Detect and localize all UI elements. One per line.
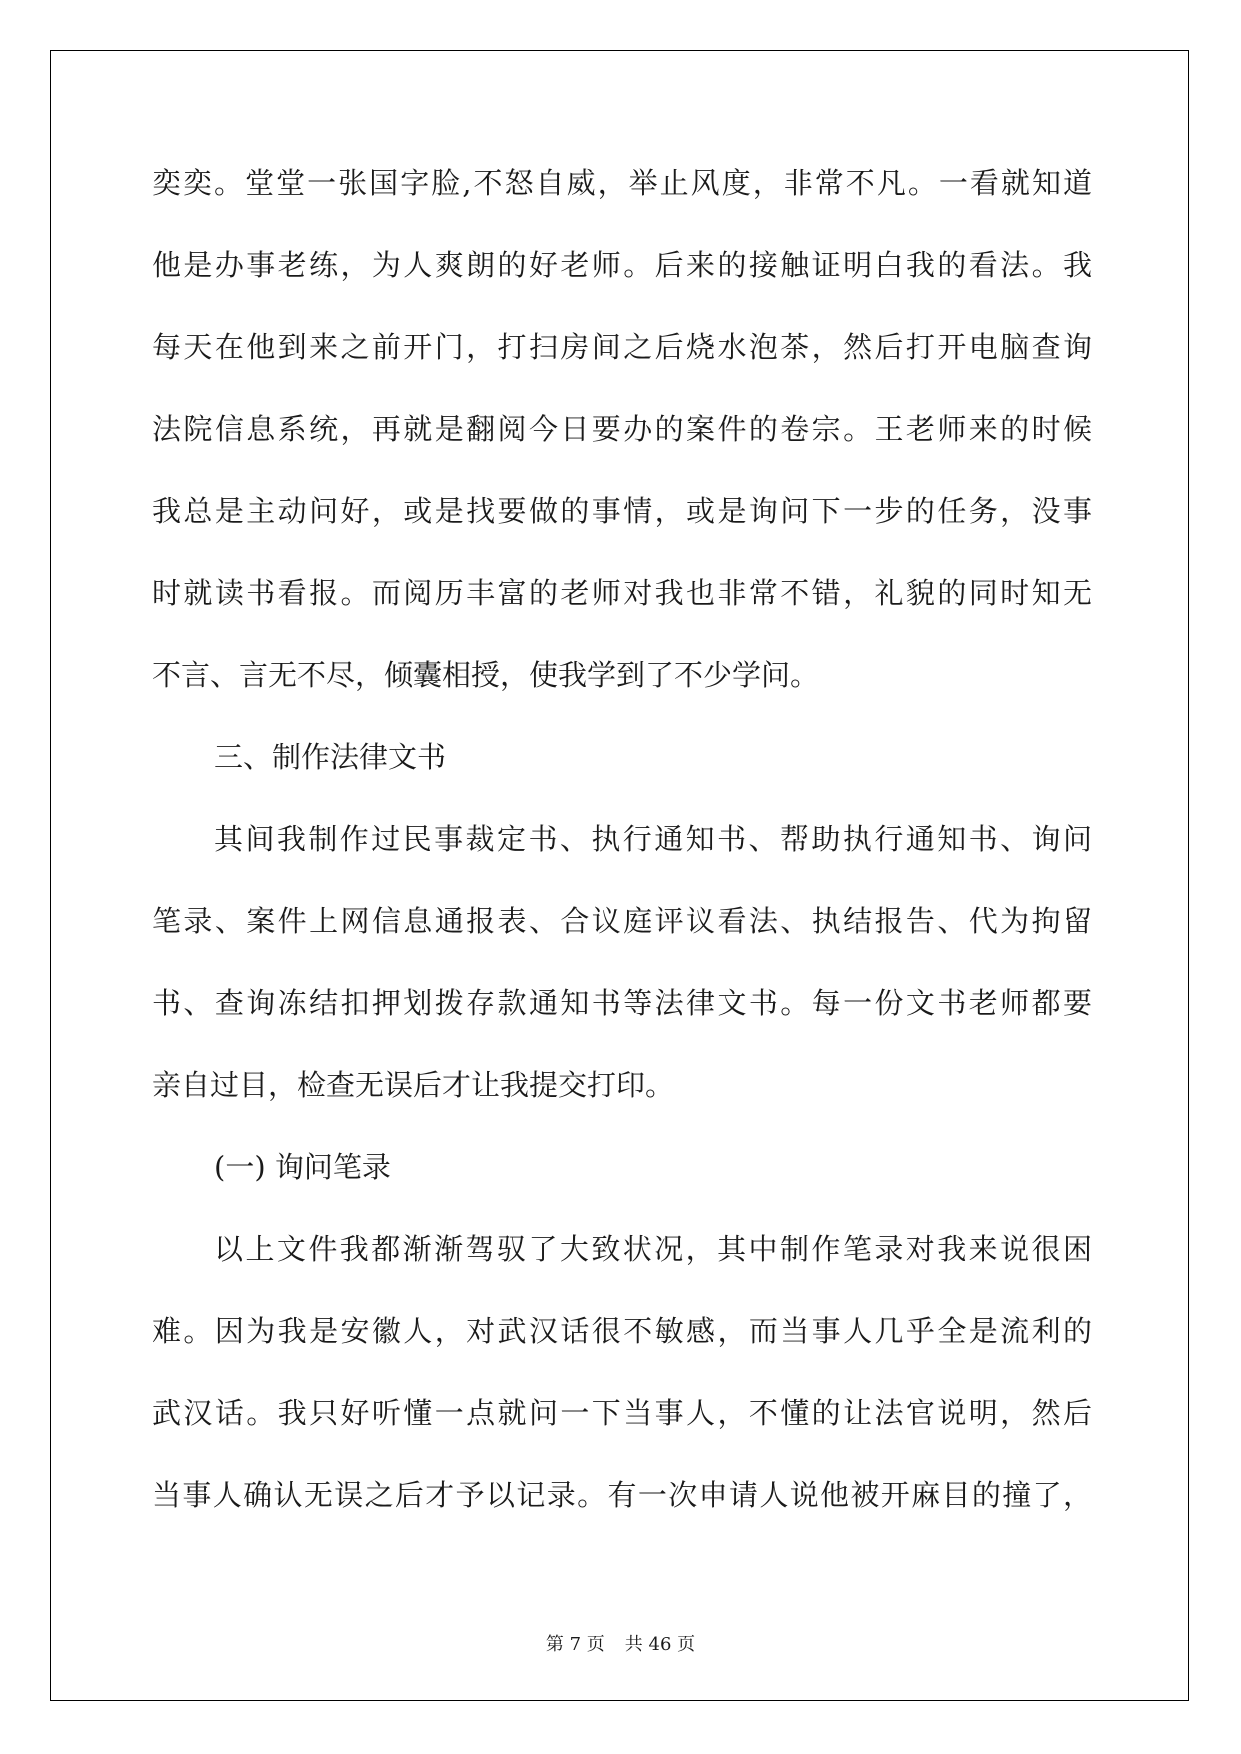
page-number: 第 7 页: [545, 1634, 605, 1655]
page-total: 共 46 页: [624, 1634, 696, 1655]
text-line: 以上文件我都渐渐驾驭了大致状况，其中制作笔录对我来说很困: [214, 1232, 1092, 1266]
page-footer: [0, 1630, 1241, 1656]
text-line: 笔录、案件上网信息通报表、合议庭评议看法、执结报告、代为拘留: [152, 904, 1092, 938]
text-line: 书、查询冻结扣押划拨存款通知书等法律文书。每一份文书老师都要: [152, 986, 1092, 1020]
text-line: 法院信息系统，再就是翻阅今日要办的案件的卷宗。王老师来的时候: [152, 412, 1092, 446]
text-line: 当事人确认无误之后才予以记录。有一次申请人说他被开麻目的撞了，: [152, 1478, 1092, 1512]
text-line: 亲自过目，检查无误后才让我提交打印。: [152, 1068, 675, 1102]
text-line: 他是办事老练，为人爽朗的好老师。后来的接触证明白我的看法。我: [152, 248, 1092, 282]
subsection-heading: (一) 询问笔录: [214, 1150, 391, 1184]
text-line: 不言、言无不尽，倾囊相授，使我学到了不少学问。: [152, 658, 820, 692]
document-body: [152, 155, 1092, 1549]
section-heading: 三、制作法律文书: [214, 740, 447, 774]
text-line: 其间我制作过民事裁定书、执行通知书、帮助执行通知书、询问: [214, 822, 1092, 856]
text-line: 武汉话。我只好听懂一点就问一下当事人，不懂的让法官说明，然后: [152, 1396, 1092, 1430]
text-line: 我总是主动问好，或是找要做的事情，或是询问下一步的任务，没事: [152, 494, 1092, 528]
text-line: 每天在他到来之前开门，打扫房间之后烧水泡茶，然后打开电脑查询: [152, 330, 1092, 364]
text-line: 时就读书看报。而阅历丰富的老师对我也非常不错，礼貌的同时知无: [152, 576, 1092, 610]
text-line: 难。因为我是安徽人，对武汉话很不敏感，而当事人几乎全是流利的: [152, 1314, 1092, 1348]
text-line: 奕奕。堂堂一张国字脸,不怒自威，举止风度，非常不凡。一看就知道: [152, 166, 1092, 200]
